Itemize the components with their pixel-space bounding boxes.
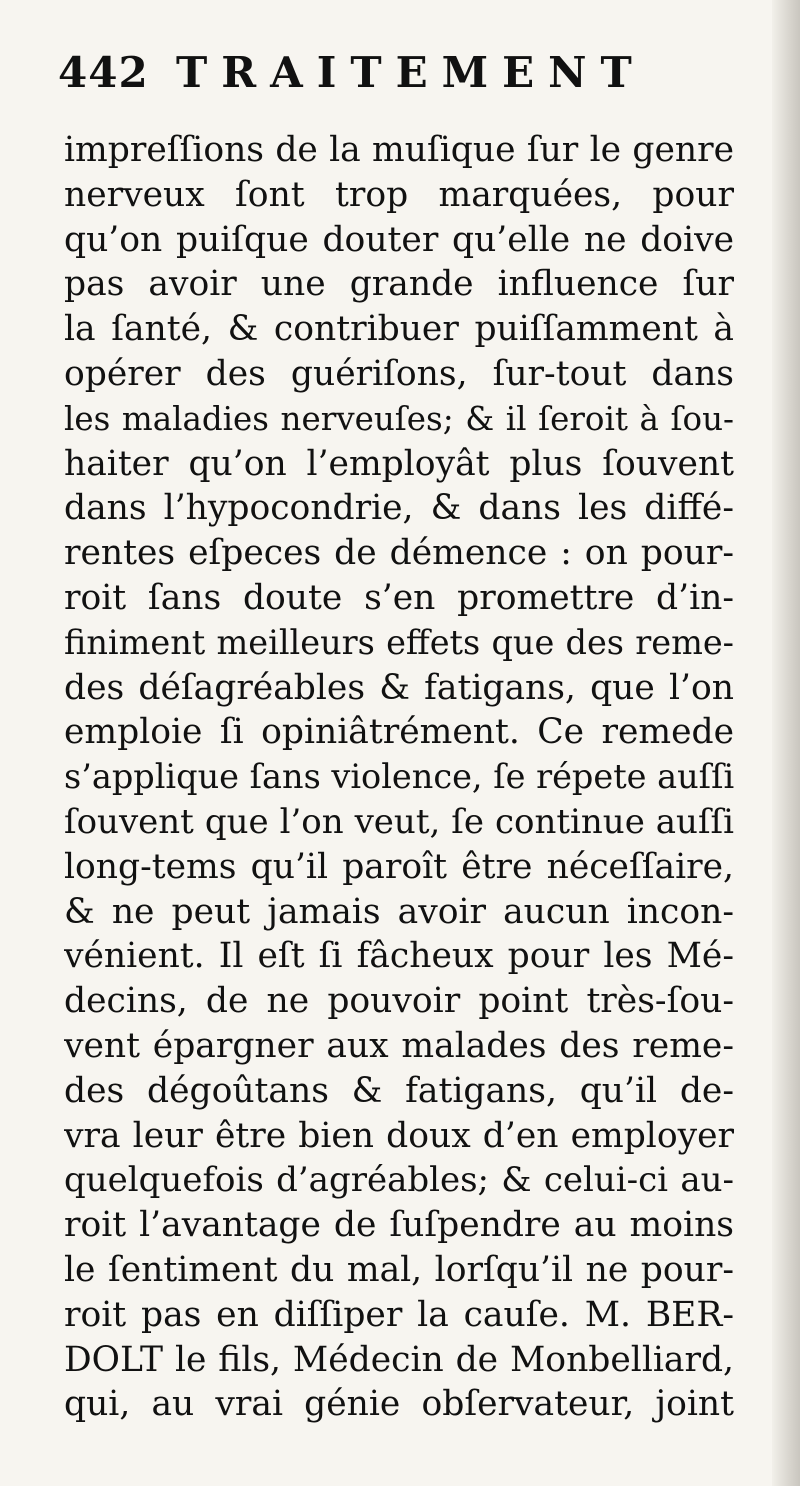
page-number: 442 xyxy=(58,48,149,97)
text-line: la ſanté, & contribuer puiſſamment à xyxy=(64,309,734,350)
running-title: TRAITEMENT xyxy=(176,48,646,97)
text-line: vent épargner aux malades des reme- xyxy=(64,1025,734,1066)
text-line: pas avoir une grande influence ſur xyxy=(64,264,734,305)
text-line: emploie ſi opiniâtrément. Ce remede xyxy=(64,712,734,753)
text-line: roit pas en diſſiper la cauſe. M. BER- xyxy=(64,1294,734,1335)
text-line: ſouvent que l’on veut, ſe continue auſſi xyxy=(64,801,734,842)
text-line: vra leur être bien doux d’en employer xyxy=(64,1115,734,1156)
text-line: decins, de ne pouvoir point très-ſou- xyxy=(64,981,734,1022)
body-text xyxy=(64,128,734,1427)
text-line: des déſagréables & fatigans, que l’on xyxy=(64,667,734,708)
text-line: impreſſions de la muſique ſur le genre xyxy=(64,130,734,170)
page-header xyxy=(58,44,738,104)
text-line: s’applique ſans violence, ſe répete auſſi xyxy=(64,757,734,797)
page-edge-shadow xyxy=(772,0,800,1486)
text-line: des dégoûtans & fatigans, qu’il de- xyxy=(64,1070,734,1111)
text-line: dans l’hypocondrie, & dans les diffé- xyxy=(64,488,734,529)
text-line: finiment meilleurs effets que des reme- xyxy=(64,622,734,662)
text-line: quelquefois d’agréables; & celui-ci au- xyxy=(64,1160,734,1201)
text-line: rentes eſpeces de démence : on pour- xyxy=(64,533,734,574)
text-line: roit ſans doute s’en promettre d’in- xyxy=(64,577,734,618)
text-line: nerveux ſont trop marquées, pour xyxy=(64,174,734,215)
text-line: les maladies nerveuſes; & il ſeroit à ſou- xyxy=(64,399,734,438)
text-line: le ſentiment du mal, lorſqu’il ne pour- xyxy=(64,1249,734,1290)
text-line: roit l’avantage de ſuſpendre au moins xyxy=(64,1205,734,1246)
text-line: long-tems qu’il paroît être néceſſaire, xyxy=(64,846,734,887)
text-line: opérer des guériſons, ſur-tout dans xyxy=(64,353,734,394)
text-line: & ne peut jamais avoir aucun incon- xyxy=(64,891,734,932)
text-line: qu’on puiſque douter qu’elle ne doive xyxy=(64,219,734,260)
text-line: vénient. Il eſt ſi fâcheux pour les Mé- xyxy=(64,936,734,977)
text-line: DOLT le fils, Médecin de Monbelliard, xyxy=(64,1339,734,1380)
text-line: haiter qu’on l’employât plus ſouvent xyxy=(64,443,734,484)
text-line: qui, au vrai génie obſervateur, joint xyxy=(64,1384,734,1425)
